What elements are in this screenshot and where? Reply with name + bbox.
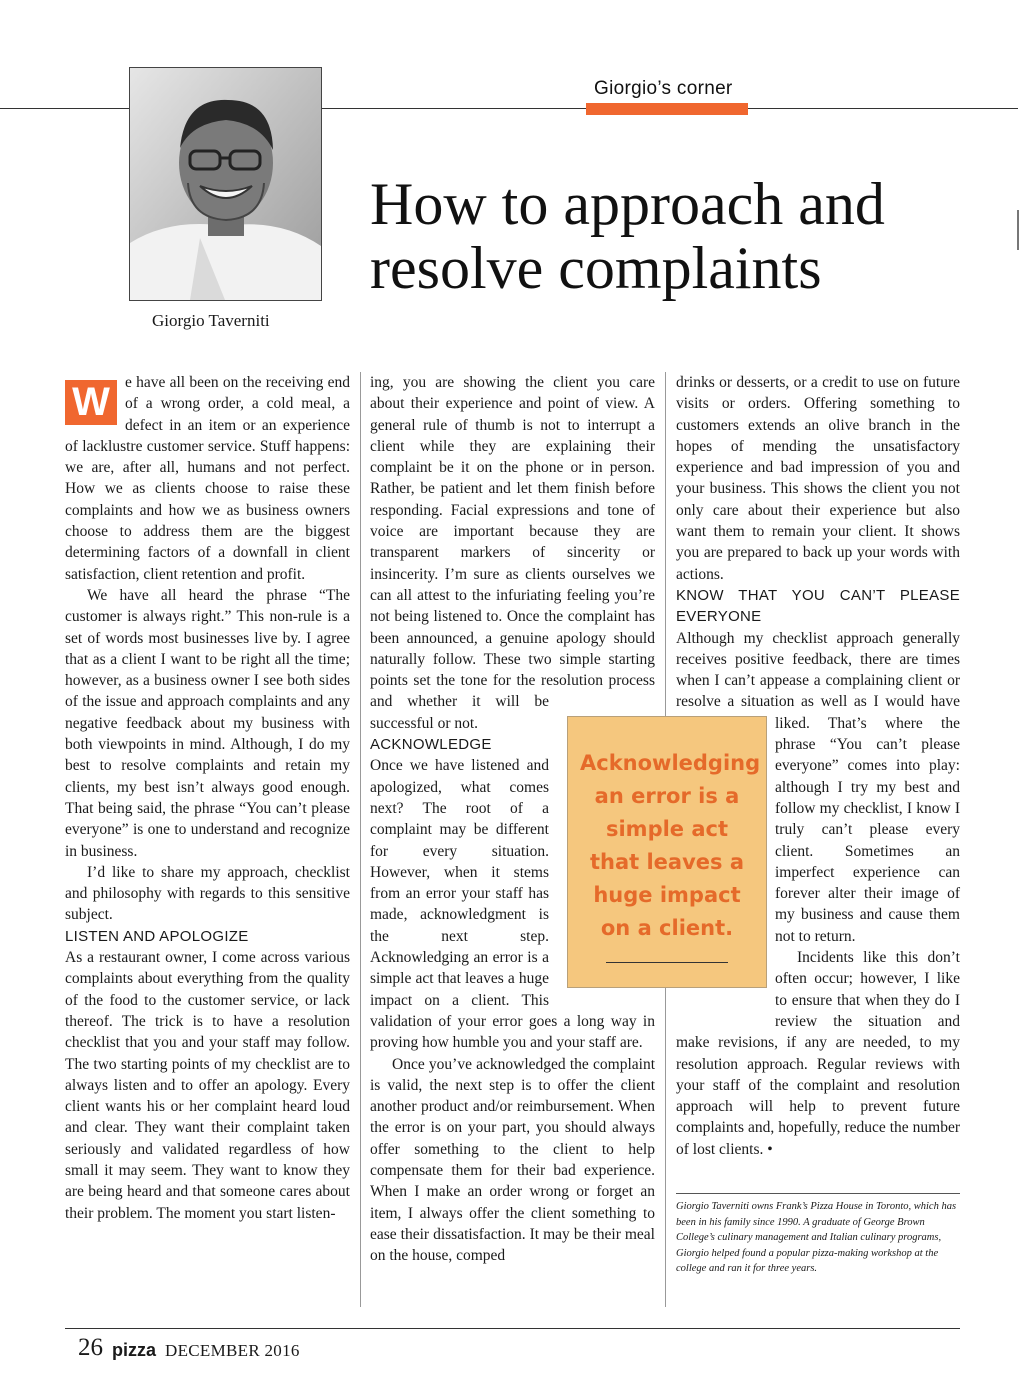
publication-name: pizza (112, 1340, 157, 1360)
paragraph: Incidents like this don’t often occur; however, I like to ensure that when they do I review the situation and make revisions, if any are needed, to my resolution approach. Regular reviews with your staff of the complaint and resolution approach will help to prevent future complaints and, hopefully, reduce the number of lost clients. • (676, 949, 960, 1158)
paragraph: drinks or desserts, or a credit to use on future visits or orders. Offering something to customers extends an olive branch in the hopes of mending the unsatisfactory experience and bad impression of you and your business. This shows the client you not only care about their experience but also want them to remain your client. It shows you are prepared to back up your words with actions. (676, 374, 960, 583)
paragraph: Once you’ve acknowledged the complaint is valid, the next step is to offer the client another product and/or reimbursement. When the error is on your part, you should always offer something to the client to help compensate them for their bad experience. When I make an order wrong or forget an item, I always offer the client something to ease their dissatisfaction. It may be their meal on the house, comped (370, 1055, 655, 1265)
pull-quote-text: Acknowledging an error is a simple act that leaves a huge impact on a client. (580, 751, 761, 940)
paragraph: Once we have listened and apologized, what comes next? The root of a complaint may be different for every situation. However, when it stems from an error your staff has made, acknowledgment is the next step. Acknowledging an error is a simple act that leaves a huge impact on a client. This validation of your error goes a long way in proving how humble you and your staff are. (370, 757, 655, 1052)
column-divider (360, 372, 361, 1307)
drop-cap: W (65, 380, 117, 425)
author-bio: Giorgio Taverniti owns Frank’s Pizza House in Toronto, which has been in his family since 1990. A graduate of George Brown College’s culinary management and Italian culinary programs, Giorgio helped found a popular pizza-making workshop at the college and ran it for three years. (676, 1201, 957, 1274)
issue-date: DECEMBER 2016 (165, 1341, 300, 1360)
pull-quote (567, 716, 767, 988)
subhead-acknowledge: ACKNOWLEDGE (370, 736, 492, 754)
author-portrait-icon (130, 68, 321, 300)
page-edge (1017, 210, 1024, 250)
page-number: 26 (78, 1334, 103, 1361)
photo-caption: Giorgio Taverniti (152, 311, 270, 330)
paragraph: e have all been on the receiving end of a wrong order, a cold meal, a defect in an item or an experience of lacklustre customer service. Stuff happens: we are, after all, humans and not perfect. How we as clients choose to raise these complaints and how we as business owners choose to address them are the biggest determining factors of a downfall in client satisfaction, client retention and profit. (65, 374, 350, 583)
paragraph: We have all heard the phrase “The customer is always right.” This non-rule is a set of words most businesses live by. I agree that as a client I want to be right all the time; however, as a business owner I see both sides of the issue and approach complaints and any negative feedback about my business with both viewpoints in mind. Although, I do my best to resolve complaints and retain my clients, my best isn’t always good enough. That being said, the phrase “You can’t please everyone” is one to understand and recognize in business. (65, 586, 350, 860)
section-accent-bar (586, 103, 748, 115)
paragraph: Although my checklist approach generally receives positive feedback, there are times when I can’t appease a complaining client or resolve a situation as well as I would have liked. That’s where the phrase “You can’t please everyone” comes into play: although I try my best and follow my checklist, I know I truly can’t please every client. Sometimes an imperfect experience can forever alter their image of my business and cause them not to return. (676, 629, 960, 945)
section-label: Giorgio’s corner (594, 78, 733, 99)
footer-rule (65, 1328, 960, 1329)
subhead-listen-apologize: LISTEN AND APOLOGIZE (65, 927, 249, 945)
bio-rule (676, 1193, 960, 1194)
author-photo (129, 67, 322, 301)
paragraph: ing, you are showing the client you care about their experience and point of view. A general rule of thumb is not to interrupt a client while they are explaining their complaint be it on the phone or in person. Rather, be patient and let them finish before responding. Facial expressions and tone of voice are important because they are transparent markers of sincerity or insincerity. I’m sure as clients ourselves we can all attest to the infuriating feeling you’re not being listened to. Once the complaint has been announced, a genuine apology should naturally follow. These two simple starting points set the tone for the resolution process and whether it will be successful or not. (370, 374, 655, 732)
article-column-1 (65, 372, 350, 1224)
subhead-cant-please-everyone: KNOW THAT YOU CAN’T PLEASE EVERYONE (676, 586, 960, 626)
paragraph: I’d like to share my approach, checklist and philosophy with regards to this sensitive subject. (65, 863, 350, 924)
pull-quote-rule (606, 962, 728, 963)
article-headline: How to approach and resolve complaints (370, 171, 885, 301)
paragraph: As a restaurant owner, I come across various complaints about everything from the quality of the food to the customer service, or lack thereof. The trick is to have a resolution checklist that you and your staff may follow. The two starting points of my checklist are to always listen and to offer an apology. Every client wants his or her complaint heard loud and clear. They want their complaint taken seriously and validated regardless of how small it may seem. They want to know they are being heard and that someone cares about their problem. The moment you start listen- (65, 949, 350, 1222)
